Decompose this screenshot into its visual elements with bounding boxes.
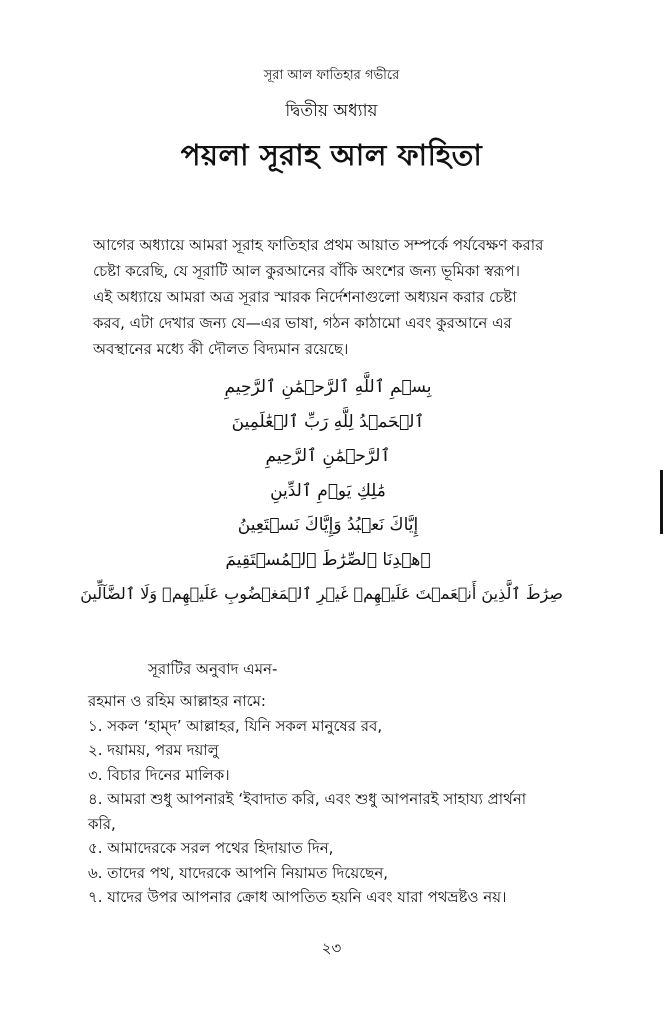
translation-line: করি,: [88, 814, 116, 833]
intro-line: এই অধ্যায়ে আমরা অত্র সূরার স্মারক নির্দেশনাগুলো অধ্যয়ন করার চেষ্টা: [93, 288, 517, 306]
arabic-verses: [80, 370, 563, 612]
chapter-title: পয়লা সূরাহ আল ফাহিতা: [180, 138, 483, 172]
page-number: ২৩: [321, 939, 342, 957]
intro-line: আগের অধ্যায়ে আমরা সূরাহ ফাতিহার প্রথম আয়াত সম্পর্কে পর্যবেক্ষণ করার: [93, 236, 544, 254]
intro-line: করব, এটা দেখার জন্য যে—এর ভাষা, গঠন কাঠামো এবং কুরআনে এর: [93, 314, 512, 332]
translation-line: রহমান ও রহিম আল্লাহর নামে:: [88, 692, 266, 710]
intro-paragraph: [93, 232, 593, 362]
translation-line: ৭. যাদের উপর আপনার ক্রোধ আপতিত হয়নি এবং যারা পথভ্রষ্টও নয়।: [88, 888, 507, 906]
translation-line: ৩. বিচার দিনের মালিক।: [88, 765, 230, 784]
arabic-verse: ٱلۡحَمۡدُ لِلَّهِ رَبِّ ٱلۡعَٰلَمِينَ: [231, 411, 425, 432]
running-header: সূরা আল ফাতিহার গভীরে: [263, 68, 400, 83]
translation-line: ১. সকল ‘হাম্‌দ’ আল্লাহর, যিনি সকল মানুষের রব,: [88, 716, 383, 735]
translation-section: [88, 658, 588, 910]
translation-line: ৬. তাদের পথ, যাদেরকে আপনি নিয়ামত দিয়েছেন,: [88, 863, 389, 882]
arabic-verse: مَٰلِكِ يَوۡمِ ٱلدِّينِ: [270, 480, 386, 501]
translation-line: ২. দয়াময়, পরম দয়ালু: [88, 741, 219, 759]
intro-line: চেষ্টা করেছি, যে সূরাটি আল কুরআনের বাঁকি অংশের জন্য ভূমিকা স্বরূপ।: [93, 262, 521, 280]
translation-line: ৪. আমরা শুধু আপনারই ‘ইবাদাত করি, এবং শুধু আপনারই সাহায্য প্রার্থনা: [88, 790, 527, 808]
translation-intro: সূরাটির অনুবাদ এমন-: [148, 660, 278, 678]
arabic-verse: بِسۡمِ ٱللَّهِ ٱلرَّحۡمَٰنِ ٱلرَّحِيمِ: [224, 377, 432, 397]
translation-line: ৫. আমাদেরকে সরল পথের হিদায়াত দিন,: [88, 839, 334, 857]
arabic-verse: صِرَٰطَ ٱلَّذِينَ أَنۡعَمۡتَ عَلَيۡهِمۡ غَيۡرِ ٱلۡمَغۡضُوبِ عَلَيۡهِمۡ وَلَا ٱلضَّآلِّينَ: [80, 584, 563, 603]
intro-line: অবস্থানের মধ্যে কী দৌলত বিদ্যমান রয়েছে।: [93, 340, 349, 358]
chapter-label: দ্বিতীয় অধ্যায়: [285, 101, 378, 121]
arabic-verse: إِيَّاكَ نَعۡبُدُ وَإِيَّاكَ نَسۡتَعِينُ: [237, 515, 419, 535]
arabic-verse: ٱهۡدِنَا ٱلصِّرَٰطَ ٱلۡمُسۡتَقِيمَ: [225, 549, 431, 570]
arabic-verse: ٱلرَّحۡمَٰنِ ٱلرَّحِيمِ: [265, 446, 391, 466]
